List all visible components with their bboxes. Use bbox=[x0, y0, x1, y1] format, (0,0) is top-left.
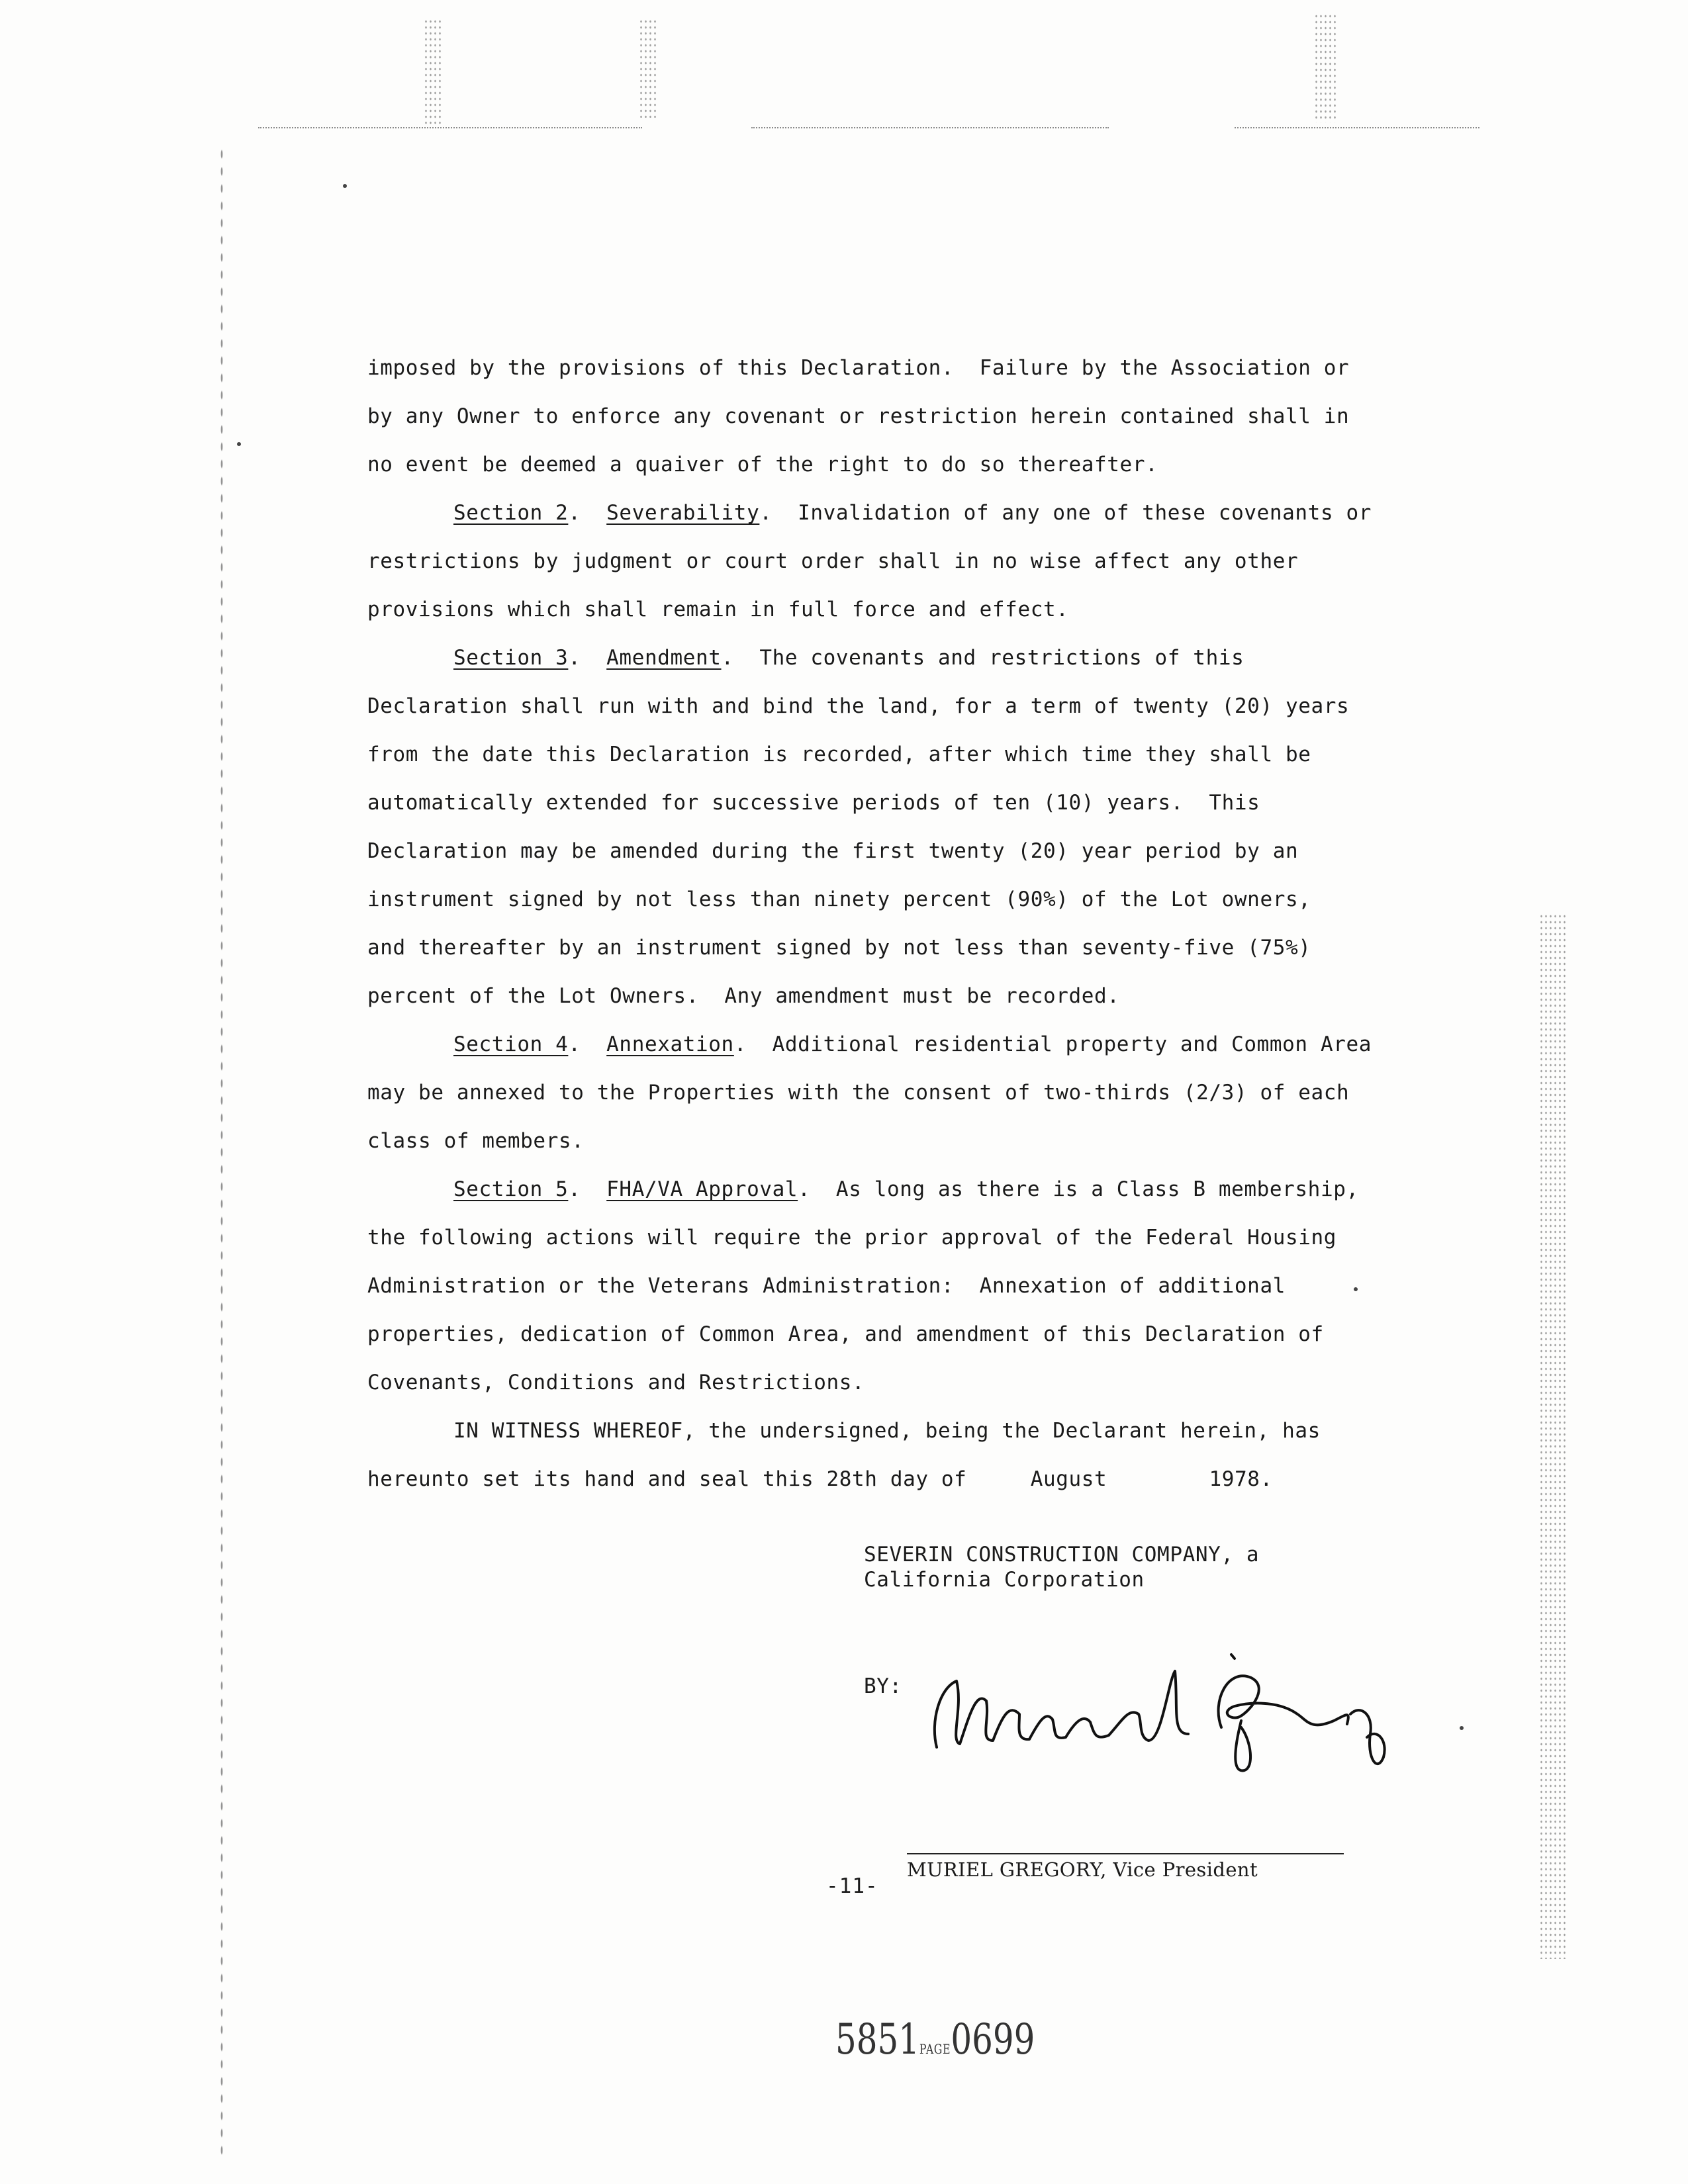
body-line: Declaration shall run with and bind the land, for a term of twenty (20) years bbox=[367, 694, 1350, 718]
section-3-label: Section 3 bbox=[453, 646, 569, 670]
recording-book-page-stamp bbox=[835, 2015, 1035, 2064]
scan-speck bbox=[1354, 1287, 1358, 1291]
company-name: SEVERIN CONSTRUCTION COMPANY, a bbox=[864, 1543, 1260, 1567]
signature-line bbox=[907, 1853, 1344, 1854]
section-2-first-line-text: Invalidation of any one of these covenants or bbox=[772, 501, 1372, 525]
section-4-title: Annexation bbox=[606, 1032, 734, 1056]
stamp-book-number: 5851 bbox=[835, 2015, 920, 2064]
scan-artifact bbox=[424, 19, 444, 124]
body-line: automatically extended for successive periods of ten (10) years. This bbox=[367, 791, 1260, 815]
body-line: restrictions by judgment or court order shall in no wise affect any other bbox=[367, 549, 1299, 573]
body-line: Declaration may be amended during the first twenty (20) year period by an bbox=[367, 839, 1299, 863]
stamp-page-number: 0699 bbox=[951, 2015, 1035, 2064]
body-line: the following actions will require the prior approval of the Federal Housing bbox=[367, 1226, 1337, 1250]
scan-top-rule-left bbox=[258, 127, 642, 128]
section-4-first-line-text: Additional residential property and Common Area bbox=[747, 1032, 1372, 1056]
scan-artifact bbox=[639, 19, 659, 118]
scan-right-margin-noise bbox=[1539, 913, 1566, 1959]
body-line: Administration or the Veterans Administration: Annexation of additional bbox=[367, 1274, 1286, 1298]
body-line: percent of the Lot Owners. Any amendment must be recorded. bbox=[367, 984, 1120, 1008]
body-line: imposed by the provisions of this Declaration. Failure by the Association or bbox=[367, 356, 1350, 380]
body-line: by any Owner to enforce any covenant or restriction herein contained shall in bbox=[367, 404, 1350, 428]
by-label: BY: bbox=[864, 1674, 902, 1698]
section-4-heading-line: Section 4. Annexation. Additional residential property and Common Area bbox=[453, 1032, 1372, 1056]
signer-name-title: MURIEL GREGORY, Vice President bbox=[907, 1858, 1258, 1881]
company-description: California Corporation bbox=[864, 1568, 1145, 1592]
handwritten-signature bbox=[910, 1641, 1393, 1774]
body-line: instrument signed by not less than ninety percent (90%) of the Lot owners, bbox=[367, 887, 1311, 911]
page-number: -11- bbox=[826, 1874, 878, 1898]
section-5-heading-line: Section 5. FHA/VA Approval. As long as there is a Class B membership, bbox=[453, 1177, 1359, 1201]
section-2-title: Severability bbox=[606, 501, 760, 525]
witness-line-1: IN WITNESS WHEREOF, the undersigned, being the Declarant herein, has bbox=[453, 1419, 1321, 1443]
stamp-page-label: PAGE bbox=[919, 2041, 951, 2057]
scan-speck bbox=[343, 184, 347, 188]
body-line: properties, dedication of Common Area, and amendment of this Declaration of bbox=[367, 1322, 1324, 1346]
body-line: Covenants, Conditions and Restrictions. bbox=[367, 1371, 865, 1394]
scan-speck bbox=[237, 442, 241, 446]
body-line: provisions which shall remain in full force and effect. bbox=[367, 598, 1069, 621]
witness-month: August bbox=[1030, 1467, 1107, 1491]
signature-block bbox=[864, 1542, 1393, 1881]
section-5-first-line-text: As long as there is a Class B membership, bbox=[810, 1177, 1359, 1201]
section-4-label: Section 4 bbox=[453, 1032, 569, 1056]
signature-row bbox=[864, 1674, 1258, 1881]
witness-line-2-prefix: hereunto set its hand and seal this bbox=[367, 1467, 827, 1491]
scan-artifact bbox=[1314, 13, 1338, 122]
body-line: and thereafter by an instrument signed by not less than seventy-five (75%) bbox=[367, 936, 1311, 960]
body-line: may be annexed to the Properties with the consent of two-thirds (2/3) of each bbox=[367, 1081, 1350, 1105]
section-3-title: Amendment bbox=[606, 646, 722, 670]
witness-day-of: day of bbox=[877, 1467, 980, 1491]
section-5-label: Section 5 bbox=[453, 1177, 569, 1201]
declaration-body bbox=[367, 344, 1372, 1504]
body-line: no event be deemed a quaiver of the right to do so thereafter. bbox=[367, 453, 1158, 477]
body-line: class of members. bbox=[367, 1129, 585, 1153]
body-line: from the date this Declaration is recorded, after which time they shall be bbox=[367, 743, 1311, 766]
section-3-first-line-text: The covenants and restrictions of this bbox=[733, 646, 1244, 670]
section-3-heading-line: Section 3. Amendment. The covenants and restrictions of this bbox=[453, 646, 1244, 670]
witness-year: 1978. bbox=[1209, 1467, 1273, 1491]
scan-left-margin-dots bbox=[220, 146, 224, 2158]
witness-line-2 bbox=[367, 1455, 1347, 1504]
witness-day: 28th bbox=[826, 1467, 878, 1491]
section-2-heading-line: Section 2. Severability. Invalidation of any one of these covenants or bbox=[453, 501, 1372, 525]
scan-top-rule-right bbox=[1235, 127, 1479, 128]
scan-top-rule-mid bbox=[751, 127, 1109, 128]
section-5-title: FHA/VA Approval bbox=[606, 1177, 798, 1201]
section-2-label: Section 2 bbox=[453, 501, 569, 525]
scan-speck bbox=[1460, 1726, 1464, 1730]
